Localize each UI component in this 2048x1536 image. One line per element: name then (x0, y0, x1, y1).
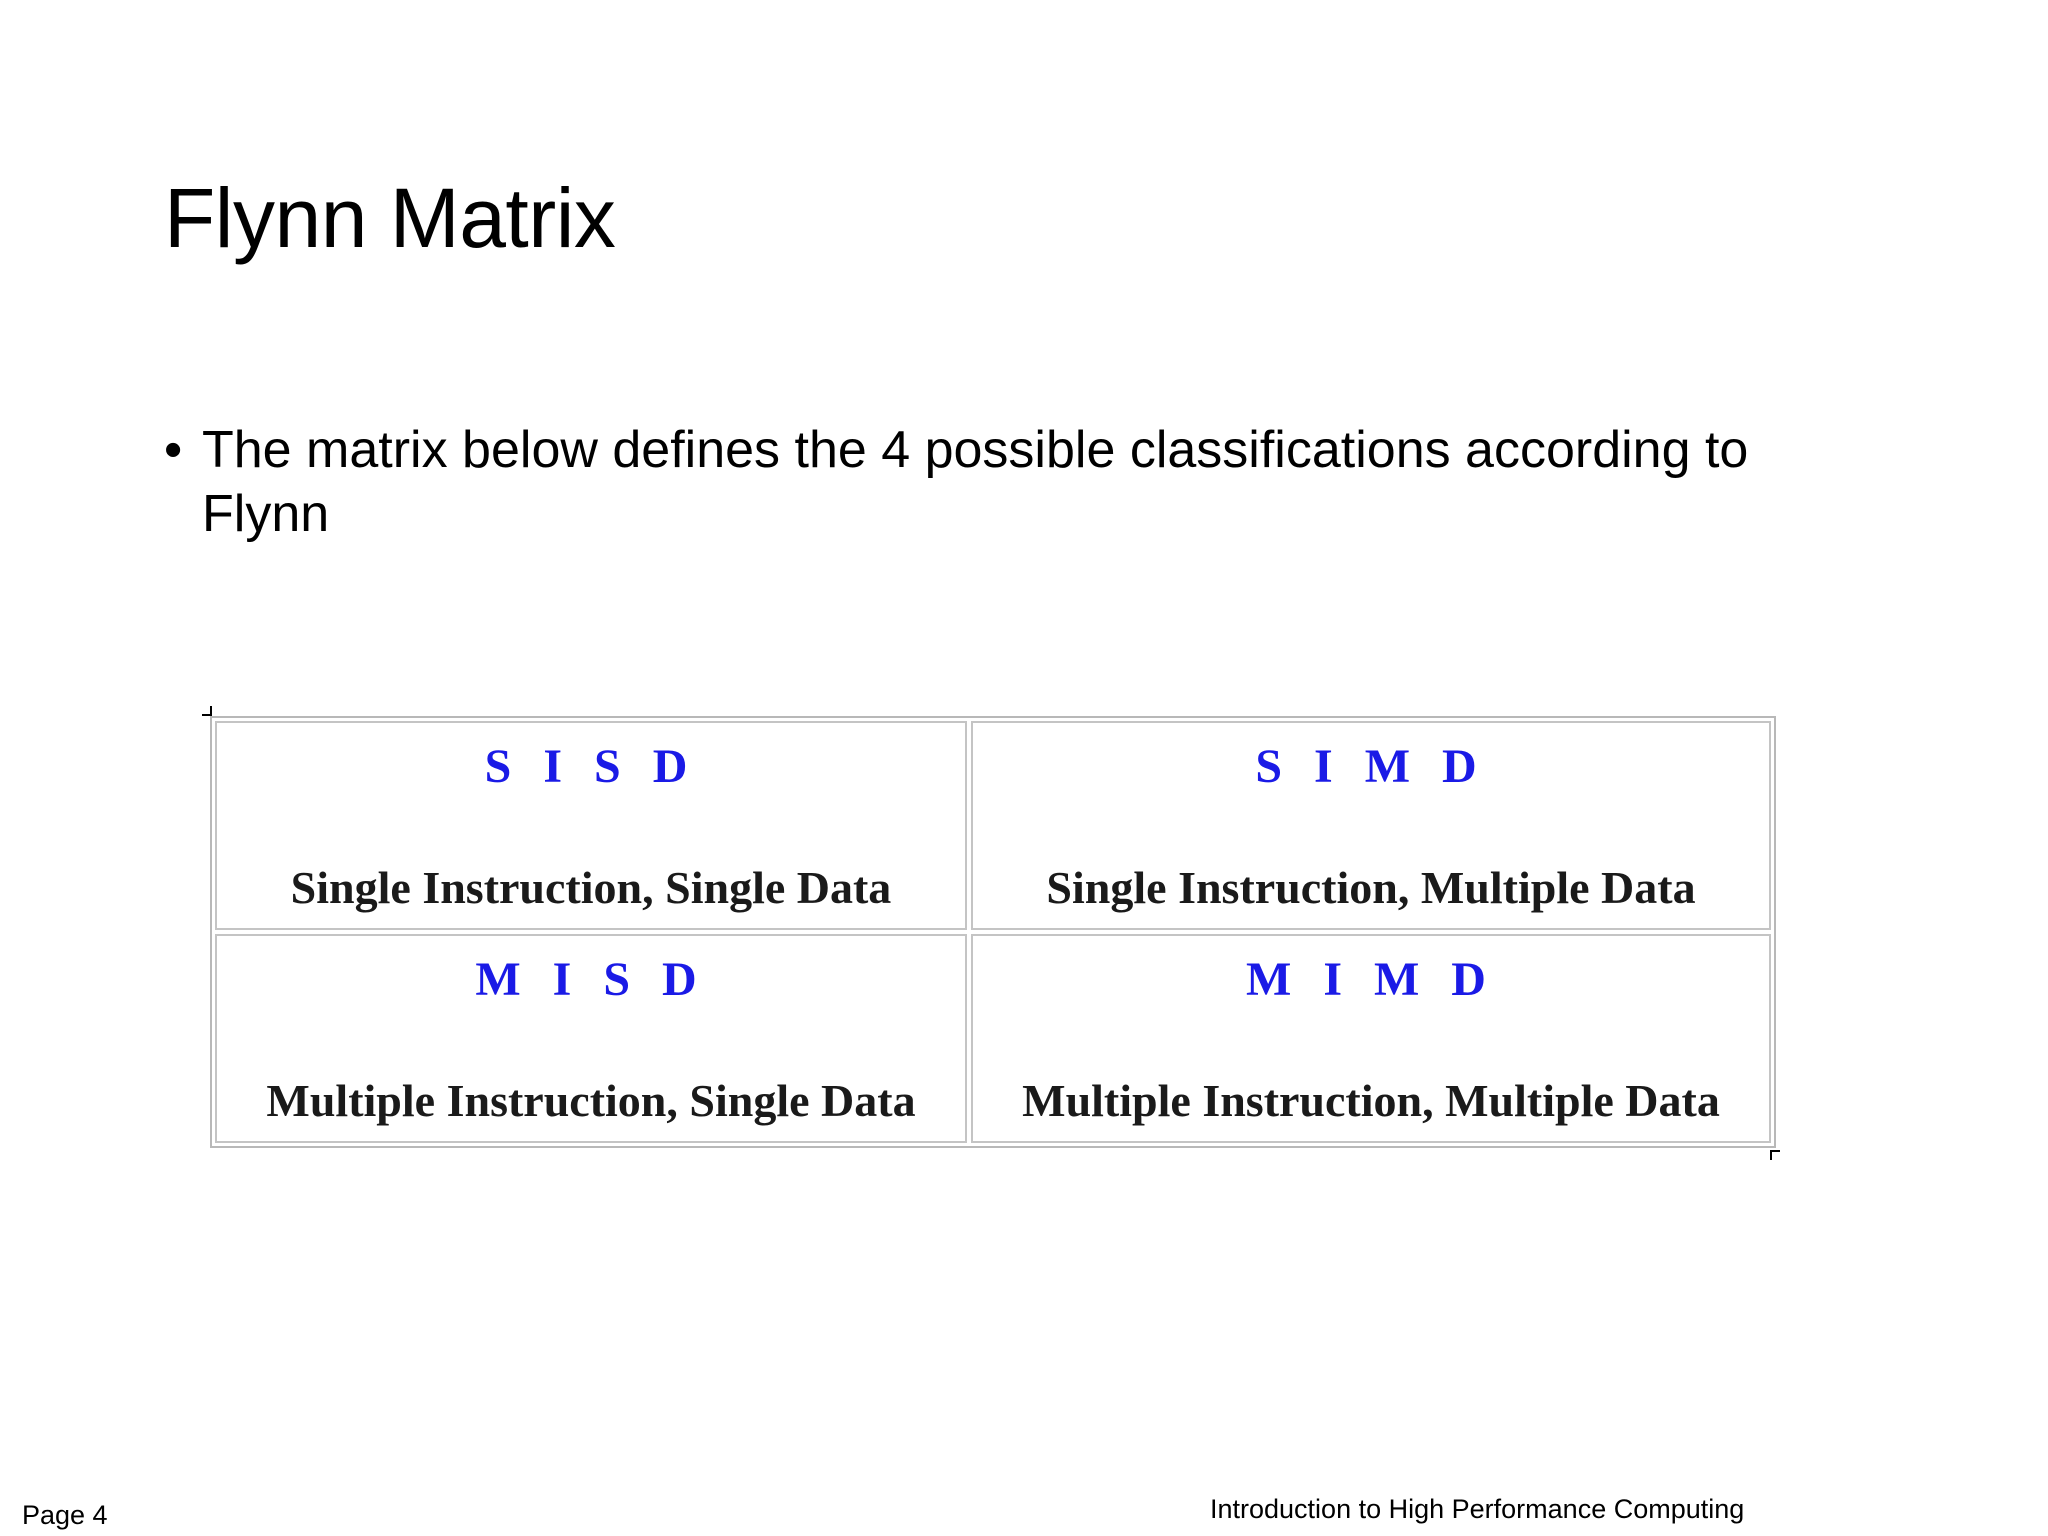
matrix-cell-abbreviation: M I S D (475, 953, 707, 1006)
bullet-marker: • (164, 421, 183, 479)
matrix-cell-misd (215, 934, 967, 1143)
table-anchor-handle-top-left[interactable] (202, 706, 212, 716)
matrix-cell-description: Single Instruction, Single Data (290, 862, 892, 914)
table-anchor-handle-bottom-right[interactable] (1770, 1150, 1780, 1160)
footer-course-title: Introduction to High Performance Computing (1210, 1494, 1745, 1524)
matrix-cell-abbreviation: S I S D (484, 740, 698, 793)
matrix-cell-mimd (971, 934, 1771, 1143)
matrix-cell-sisd (215, 721, 967, 930)
footer-page-number: Page 4 (22, 1500, 108, 1530)
slide-title: Flynn Matrix (164, 171, 616, 265)
matrix-cell-abbreviation: M I M D (1246, 953, 1496, 1006)
matrix-cell-description: Multiple Instruction, Multiple Data (1022, 1075, 1720, 1127)
matrix-cell-abbreviation: S I M D (1255, 740, 1487, 793)
bullet-text: The matrix below defines the 4 possible classifications according to Flynn (202, 421, 1749, 543)
bullet-item (164, 418, 1884, 546)
flynn-matrix-table (210, 716, 1776, 1148)
matrix-cell-simd (971, 721, 1771, 930)
matrix-cell-description: Multiple Instruction, Single Data (266, 1075, 916, 1127)
matrix-cell-description: Single Instruction, Multiple Data (1046, 862, 1696, 914)
